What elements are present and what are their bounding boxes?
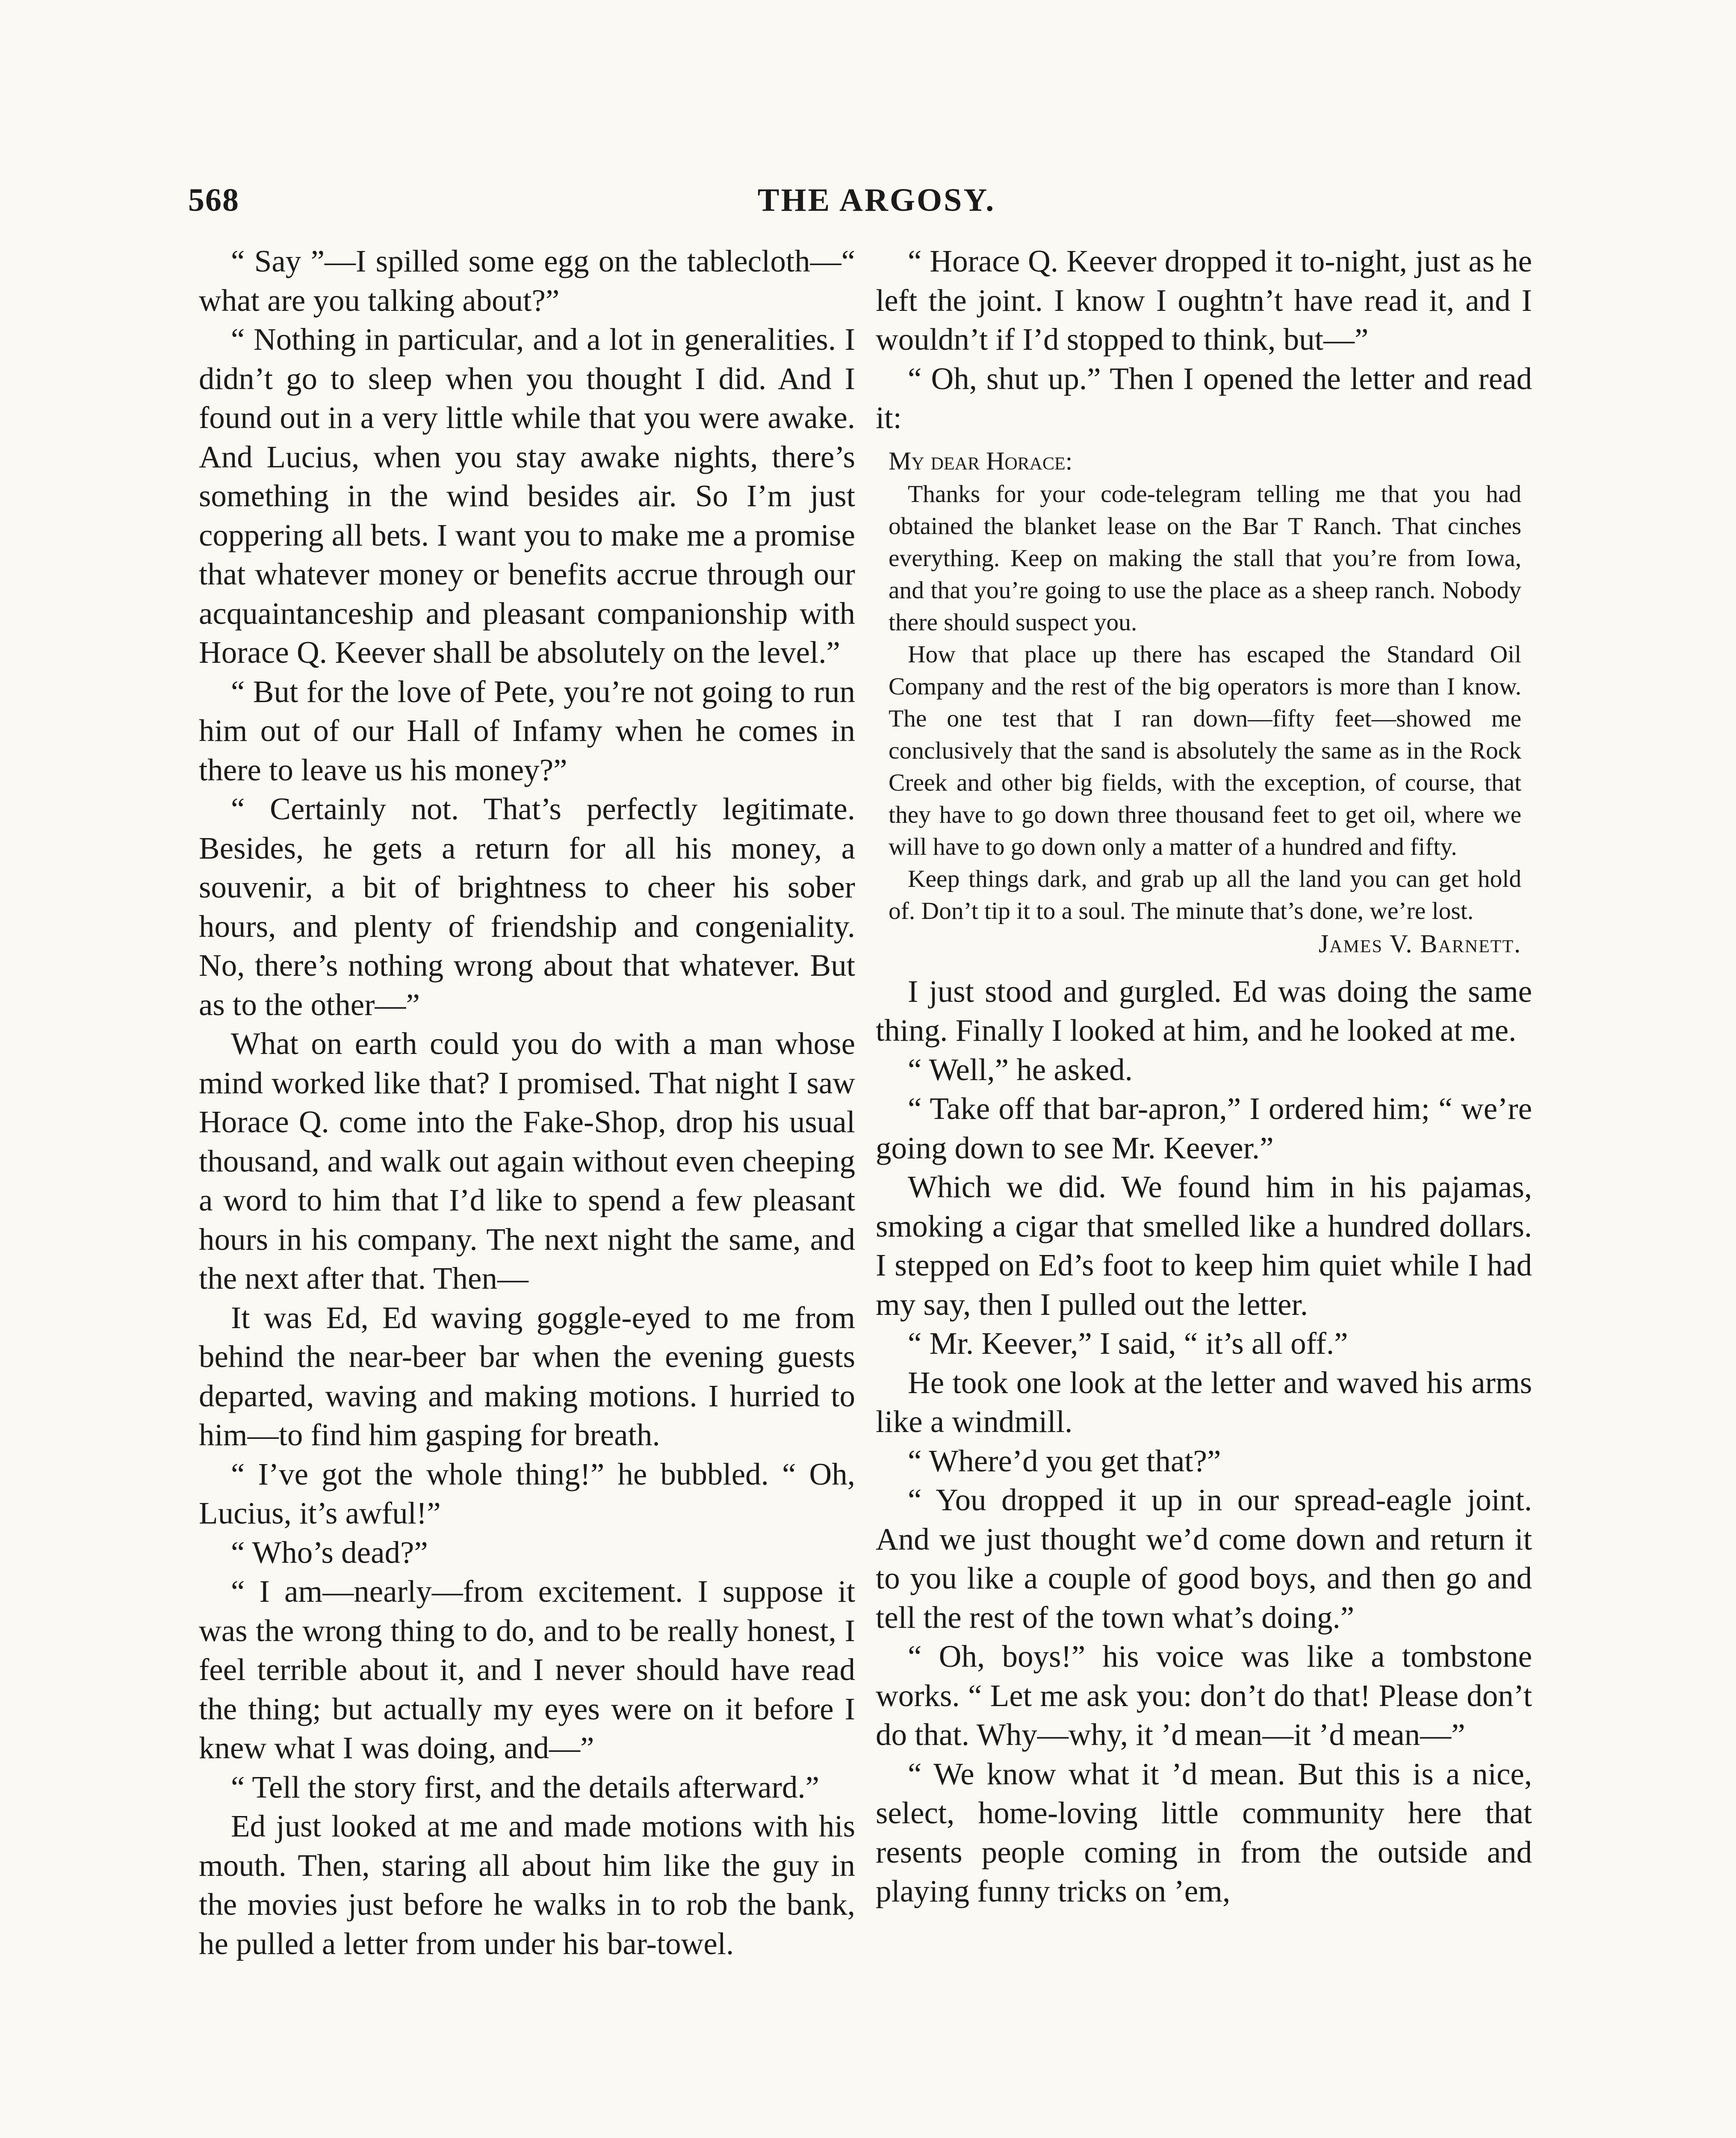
running-head: THE ARGOSY. — [757, 182, 996, 218]
letter-paragraph: How that place up there has escaped the Standard Oil Company and the rest of the big operators is more than I know. The one test that I ran down—fifty feet—showed me conclusively that the sand is absolutely the same as in the Rock Creek and other big fields, with the exception, of course, that they have to go down three thousand feet to get oil, where we will have to go down only a matter of a hundred and fifty. — [889, 641, 1521, 860]
left-column — [199, 242, 855, 1963]
paragraph: “ Horace Q. Keever dropped it to-night, just as he left the joint. I know I oughtn’t have read it, and I wouldn’t if I’d stopped to think, but—” — [876, 244, 1532, 357]
paragraph: “ Who’s dead?” — [231, 1535, 428, 1570]
paragraph: I just stood and gurgled. Ed was doing the same thing. Finally I looked at him, and he looked at me. — [876, 974, 1532, 1048]
page-header — [188, 182, 1565, 224]
paragraph: “ But for the love of Pete, you’re not going to run him out of our Hall of Infamy when he comes in there to leave us his money?” — [199, 674, 855, 787]
paragraph: “ We know what it ’d mean. But this is a nice, select, home-loving little community here that resents people coming in from the outside and playing funny tricks on ’em, — [876, 1756, 1532, 1908]
paragraph: “ Where’d you get that?” — [908, 1443, 1221, 1478]
page-number: 568 — [188, 182, 239, 218]
paragraph: “ Mr. Keever,” I said, “ it’s all off.” — [908, 1326, 1348, 1361]
letter-salutation: My dear Horace: — [889, 446, 1073, 475]
paragraph: “ Well,” he asked. — [908, 1052, 1133, 1087]
paragraph: “ Oh, shut up.” Then I opened the letter and read it: — [876, 361, 1532, 435]
paragraph: It was Ed, Ed waving goggle-eyed to me from behind the near-beer bar when the evening guests departed, waving and making motions. I hurried to him—to find him gasping for breath. — [199, 1300, 855, 1452]
paragraph: Ed just looked at me and made motions with his mouth. Then, staring all about him like the guy in the movies just before he walks in to rob the bank, he pulled a letter from under his bar-towel. — [199, 1809, 855, 1961]
paragraph: “ Take off that bar-apron,” I ordered him; “ we’re going down to see Mr. Keever.” — [876, 1091, 1532, 1165]
paragraph: Which we did. We found him in his pajamas, smoking a cigar that smelled like a hundred dollars. I stepped on Ed’s foot to keep him quiet while I had my say, then I pulled out the letter. — [876, 1169, 1532, 1322]
letter-paragraph: Thanks for your code-telegram telling me that you had obtained the blanket lease on the Bar T Ranch. That cinches everything. Keep on making the stall that you’re from Iowa, and that you’re going to use the place as a sheep ranch. Nobody there should suspect you. — [889, 480, 1521, 636]
paragraph: What on earth could you do with a man whose mind worked like that? I promised. That night I saw Horace Q. come into the Fake-Shop, drop his usual thousand, and walk out again without even cheeping a word to him that I’d like to spend a few pleasant hours in his company. The next night the same, and the next after that. Then— — [199, 1026, 855, 1296]
right-column — [876, 242, 1532, 1911]
paragraph: He took one look at the letter and waved his arms like a windmill. — [876, 1365, 1532, 1439]
letter-signature: James V. Barnett. — [1318, 929, 1521, 958]
paragraph: “ Nothing in particular, and a lot in generalities. I didn’t go to sleep when you thought I did. And I found out in a very little while that you were awake. And Lucius, when you stay awake nights, there’s something in the wind besides air. So I’m just coppering all bets. I want you to make me a promise that whatever money or benefits accrue through our acquaintanceship and pleasant companionship with Horace Q. Keever shall be absolutely on the level.” — [199, 322, 855, 670]
paragraph: “ Certainly not. That’s perfectly legitimate. Besides, he gets a return for all his money, a souvenir, a bit of brightness to cheer his sober hours, and plenty of friendship and congeniality. No, there’s nothing wrong about that whatever. But as to the other—” — [199, 791, 855, 1022]
paragraph: “ I’ve got the whole thing!” he bubbled. “ Oh, Lucius, it’s awful!” — [199, 1456, 855, 1530]
paragraph: “ I am—nearly—from excitement. I suppose it was the wrong thing to do, and to be really honest, I feel terrible about it, and I never should have read the thing; but actually my eyes were on it before I knew what I was doing, and—” — [199, 1574, 855, 1765]
paragraph: “ You dropped it up in our spread-eagle joint. And we just thought we’d come down and return it to you like a couple of good boys, and then go and tell the rest of the town what’s doing.” — [876, 1482, 1532, 1635]
paragraph: “ Tell the story first, and the details afterward.” — [231, 1769, 819, 1804]
letter-paragraph: Keep things dark, and grab up all the land you can get hold of. Don’t tip it to a soul. The minute that’s done, we’re lost. — [889, 865, 1521, 924]
paragraph: “ Say ”—I spilled some egg on the tablecloth—“ what are you talking about?” — [199, 244, 855, 318]
paragraph: “ Oh, boys!” his voice was like a tombstone works. “ Let me ask you: don’t do that! Please don’t do that. Why—why, it ’d mean—it ’d mean—” — [876, 1639, 1532, 1752]
quoted-letter — [876, 445, 1532, 960]
